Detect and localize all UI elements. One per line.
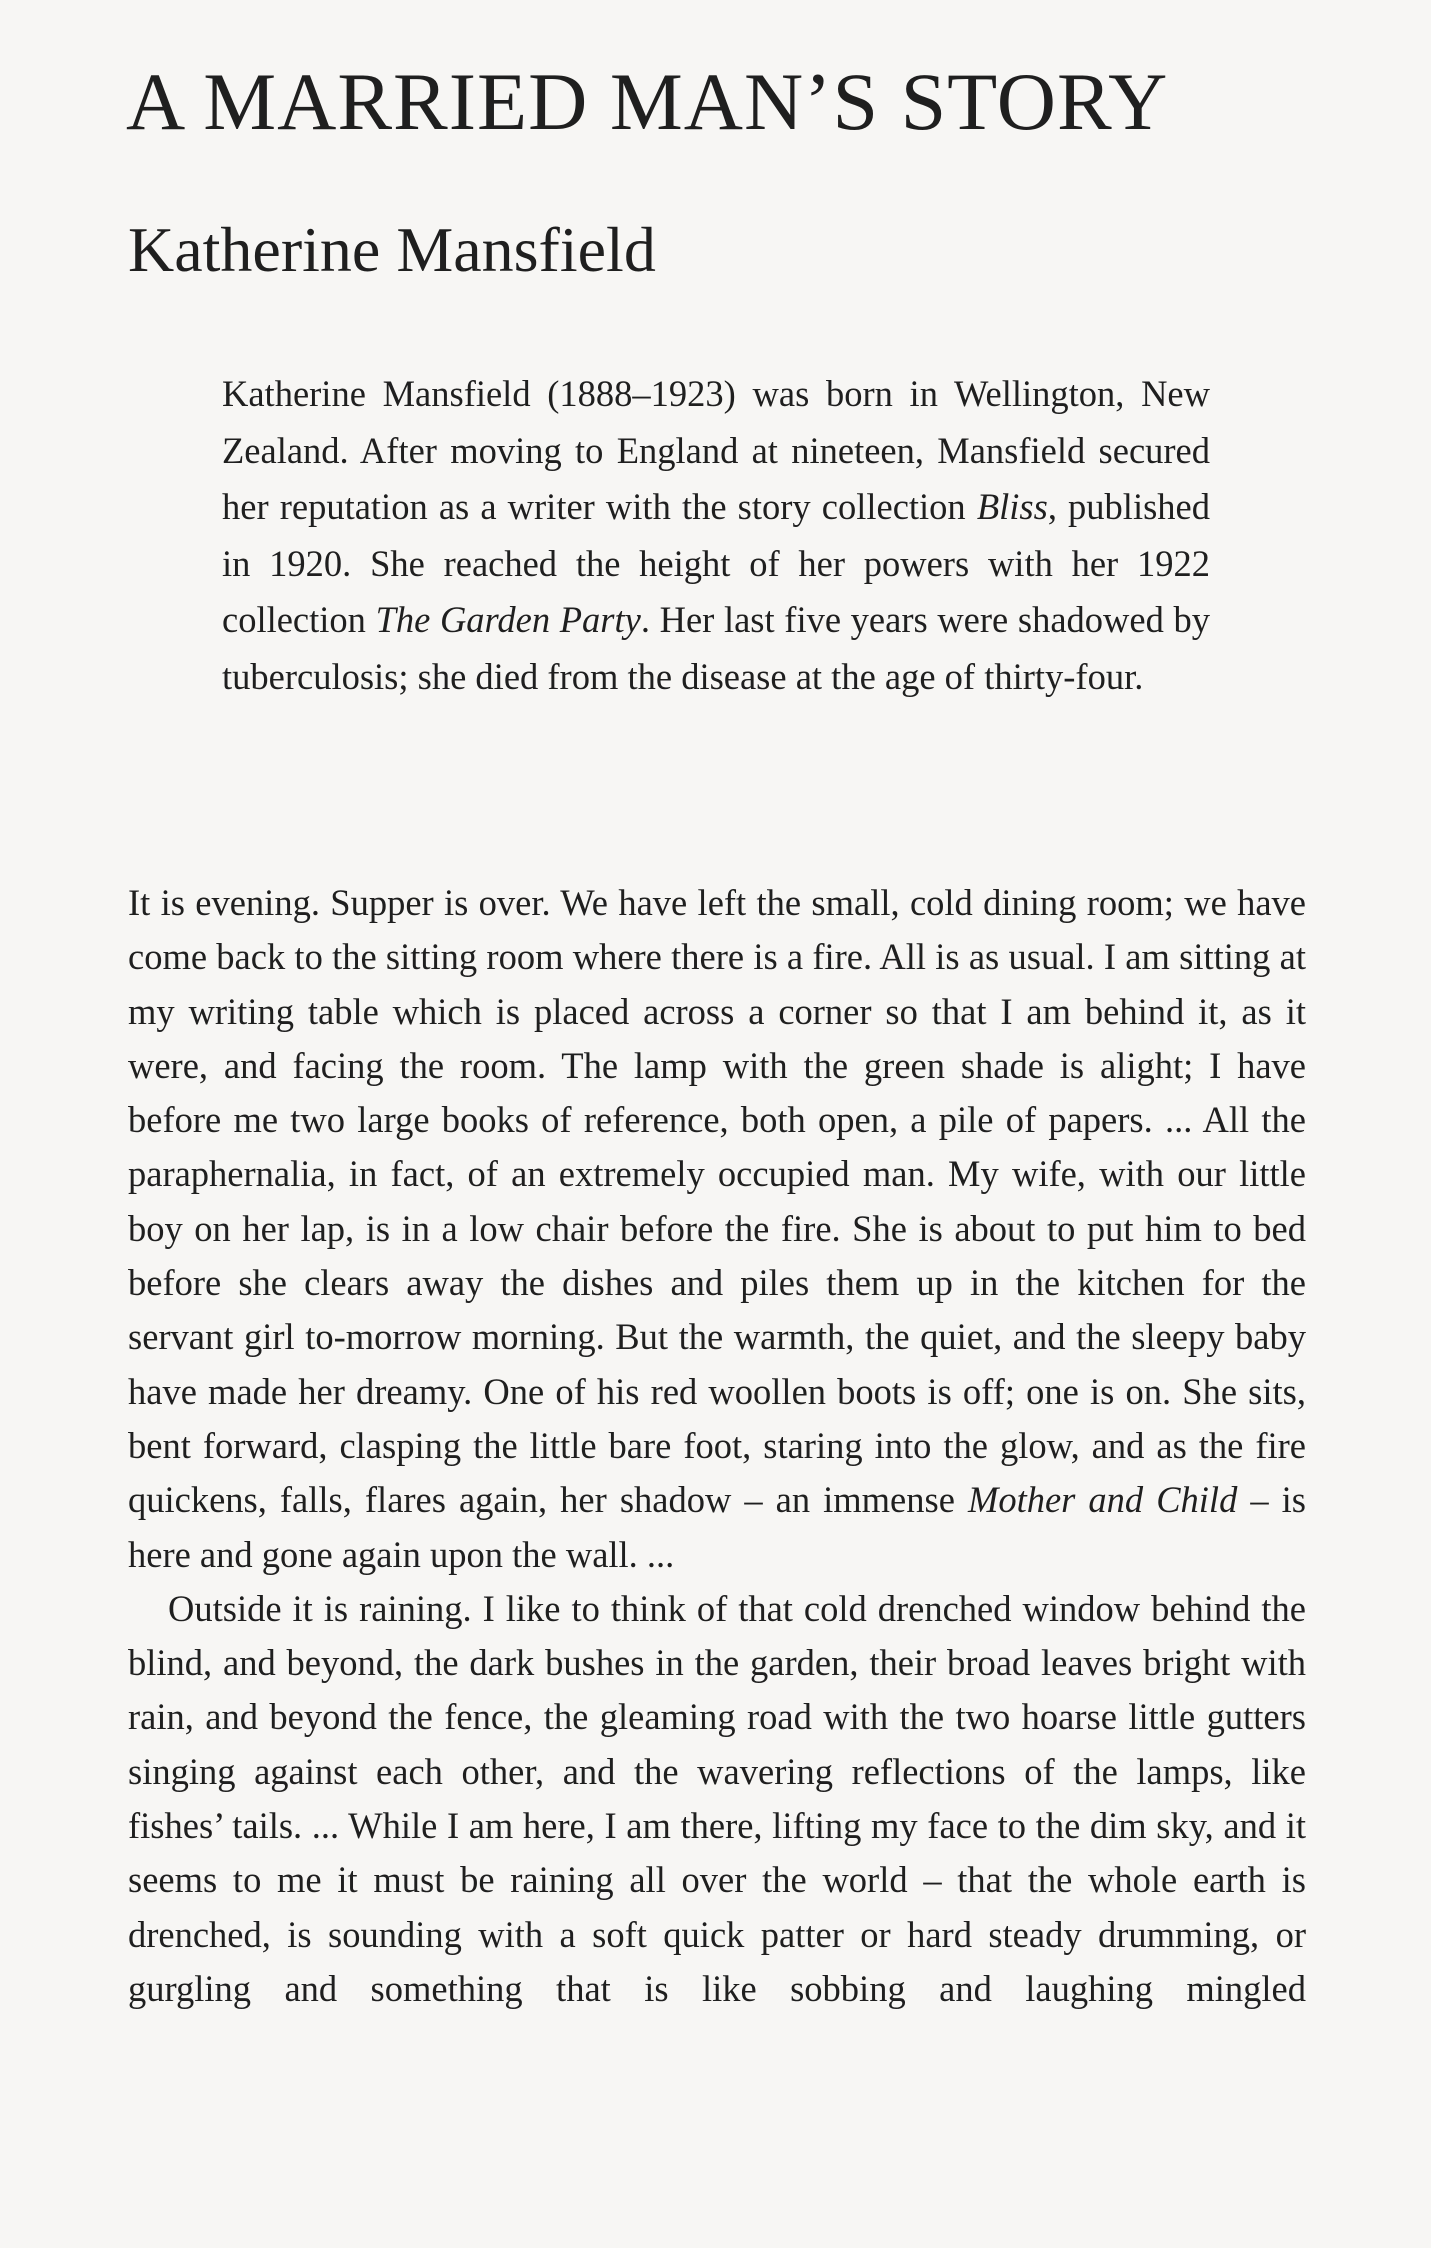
story-body — [128, 876, 1306, 2016]
bio-book-title-garden-party: The Garden Party — [375, 599, 641, 640]
author-biography — [222, 366, 1210, 705]
bio-text-1: Katherine Mansfield (1888–1923) was born in Wellington, New Zealand. After moving to England at nineteen, Mansfield secured her reputation as a writer with the story collection — [222, 373, 1210, 527]
story-paragraph-2 — [128, 1582, 1306, 2016]
paragraph-1-text: It is evening. Supper is over. We have left the small, cold dining room; we have come back to the sitting room where there is a fire. All is as usual. I am sitting at my writing table which is placed across a corner so that I am behind it, as it were, and facing the room. The lamp with the green shade is alight; I have before me two large books of reference, both open, a pile of papers. ... All the paraphernalia, in fact, of an extremely occupied man. My wife, with our little boy on her lap, is in a low chair before the fire. She is about to put him to bed before she clears away the dishes and piles them up in the kitchen for the servant girl to-morrow morning. But the warmth, the quiet, and the sleepy baby have made her dreamy. One of his red woollen boots is off; one is on. She sits, bent forward, clasping the little bare foot, staring into the glow, and as the fire quickens, falls, flares again, her shadow – an immense — [128, 882, 1306, 1521]
bio-text-2: , published in 1920. She reached the height of her powers with her 1922 collection — [222, 486, 1210, 640]
paragraph-1-italic-phrase: Mother and Child — [967, 1479, 1238, 1521]
paragraph-1-ending: – is here and gone again upon the wall. ... — [128, 1479, 1306, 1575]
bio-book-title-bliss: Bliss — [976, 486, 1048, 527]
author-name: Katherine Mansfield — [128, 214, 656, 285]
story-title: A MARRIED MAN’S STORY — [126, 56, 1169, 147]
paragraph-2-text: Outside it is raining. I like to think of that cold drenched window behind the blind, and beyond, the dark bushes in the garden, their broad leaves bright with rain, and beyond the fence, the gleaming road with the two hoarse little gutters singing against each other, and the wavering reflections of the lamps, like fishes’ tails. ... While I am here, I am there, lifting my face to the dim sky, and it seems to me it must be raining all over the world – that the whole earth is drenched, is sounding with a soft quick patter or hard steady drumming, or gurgling and something that is like sobbing and laughing mingled — [128, 1587, 1306, 2009]
bio-text-3: . Her last five years were shadowed by tuberculosis; she died from the disease at the age of thirty-four. — [222, 599, 1210, 697]
story-paragraph-1 — [128, 876, 1306, 1582]
